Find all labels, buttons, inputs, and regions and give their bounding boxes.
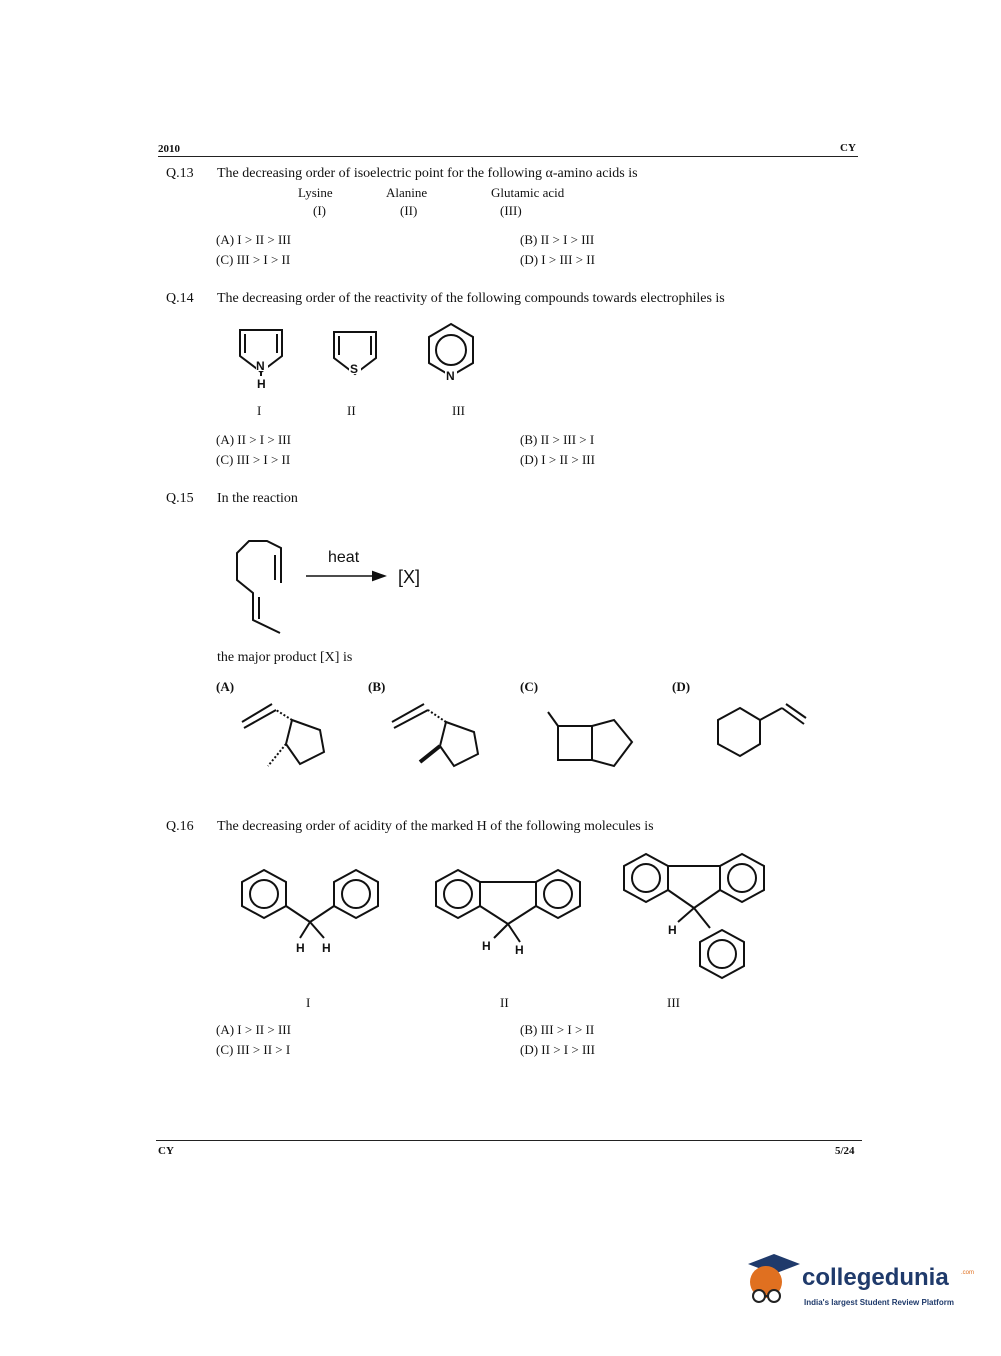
q13-option-b[interactable]: (B) II > I > III: [520, 232, 595, 247]
thiophene-s-atom: S: [350, 362, 359, 376]
q13-text: The decreasing order of isoelectric point for the following α-amino acids is: [217, 166, 638, 181]
q16-number: Q.16: [166, 819, 194, 834]
q14-label-2: II: [347, 403, 356, 418]
q15-subtext: the major product [X] is: [217, 650, 353, 665]
diphenylmethane-structure: [230, 860, 390, 960]
q13-compound-3: Glutamic acid: [491, 185, 565, 200]
reaction-product: [X]: [398, 567, 421, 587]
q15-option-a-label[interactable]: (A): [216, 679, 235, 694]
q13-roman-2: (II): [400, 203, 418, 218]
q15-option-b-label[interactable]: (B): [368, 679, 386, 694]
brand-name: collegedunia: [802, 1264, 949, 1291]
q14-number: Q.14: [166, 291, 194, 306]
fluorene-h-atom-1: H: [482, 939, 491, 953]
footer-rule: [156, 1140, 862, 1141]
q16-label-2: II: [500, 995, 509, 1010]
option-d-structure: [706, 700, 816, 780]
fluorene-h-atom-2: H: [515, 943, 524, 957]
phenylfluorene-structure: [612, 846, 782, 986]
pyrrole-structure: [230, 320, 300, 395]
header-year: 2010: [158, 143, 180, 155]
q13-number: Q.13: [166, 166, 194, 181]
q13-option-d[interactable]: (D) I > III > II: [520, 252, 595, 267]
q16-option-a[interactable]: (A) I > II > III: [216, 1022, 291, 1037]
pyridine-structure: [418, 318, 488, 388]
thiophene-structure: [324, 320, 394, 380]
q13-option-a[interactable]: (A) I > II > III: [216, 232, 291, 247]
phenylfluorene-h-atom: H: [668, 923, 677, 937]
q14-option-a[interactable]: (A) II > I > III: [216, 432, 291, 447]
q13-roman-3: (III): [500, 203, 522, 218]
q16-text: The decreasing order of acidity of the marked H of the following molecules is: [217, 819, 654, 834]
q15-number: Q.15: [166, 491, 194, 506]
reactant-diene-structure: [225, 535, 305, 640]
q14-text: The decreasing order of the reactivity of the following compounds towards electrophiles is: [217, 291, 725, 306]
pyrrole-n-atom: N: [256, 359, 265, 373]
q15-option-c-label[interactable]: (C): [520, 679, 539, 694]
reaction-arrow: [300, 566, 390, 586]
brand-suffix: .com: [961, 1270, 975, 1276]
option-c-structure: [536, 700, 646, 780]
header-rule: [158, 156, 858, 157]
q13-compound-1: Lysine: [298, 185, 333, 200]
q16-option-b[interactable]: (B) III > I > II: [520, 1022, 595, 1037]
q14-option-b[interactable]: (B) II > III > I: [520, 432, 595, 447]
collegedunia-mascot-icon: [744, 1252, 802, 1310]
brand-tagline: India's largest Student Review Platform: [804, 1298, 954, 1307]
fluorene-structure: [422, 858, 592, 958]
q14-option-c[interactable]: (C) III > I > II: [216, 452, 291, 467]
pyrrole-h-atom: H: [257, 377, 266, 391]
diphenylmethane-h-atom-2: H: [322, 941, 331, 955]
q13-option-c[interactable]: (C) III > I > II: [216, 252, 291, 267]
reaction-condition: heat: [328, 549, 360, 566]
footer-code: CY: [158, 1145, 174, 1157]
q13-compound-2: Alanine: [386, 185, 428, 200]
q13-roman-1: (I): [313, 203, 326, 218]
q16-label-1: I: [306, 995, 311, 1010]
pyridine-n-atom: N: [446, 369, 455, 383]
q15-text: In the reaction: [217, 491, 298, 506]
q16-label-3: III: [667, 995, 680, 1010]
option-a-structure: [232, 700, 342, 780]
q16-option-d[interactable]: (D) II > I > III: [520, 1042, 595, 1057]
footer-page: 5/24: [835, 1145, 855, 1157]
q14-option-d[interactable]: (D) I > II > III: [520, 452, 595, 467]
q14-label-1: I: [257, 403, 262, 418]
q16-option-c[interactable]: (C) III > II > I: [216, 1042, 291, 1057]
diphenylmethane-h-atom-1: H: [296, 941, 305, 955]
q15-option-d-label[interactable]: (D): [672, 679, 691, 694]
header-code: CY: [840, 142, 856, 154]
q14-label-3: III: [452, 403, 465, 418]
option-b-structure: [384, 700, 494, 780]
